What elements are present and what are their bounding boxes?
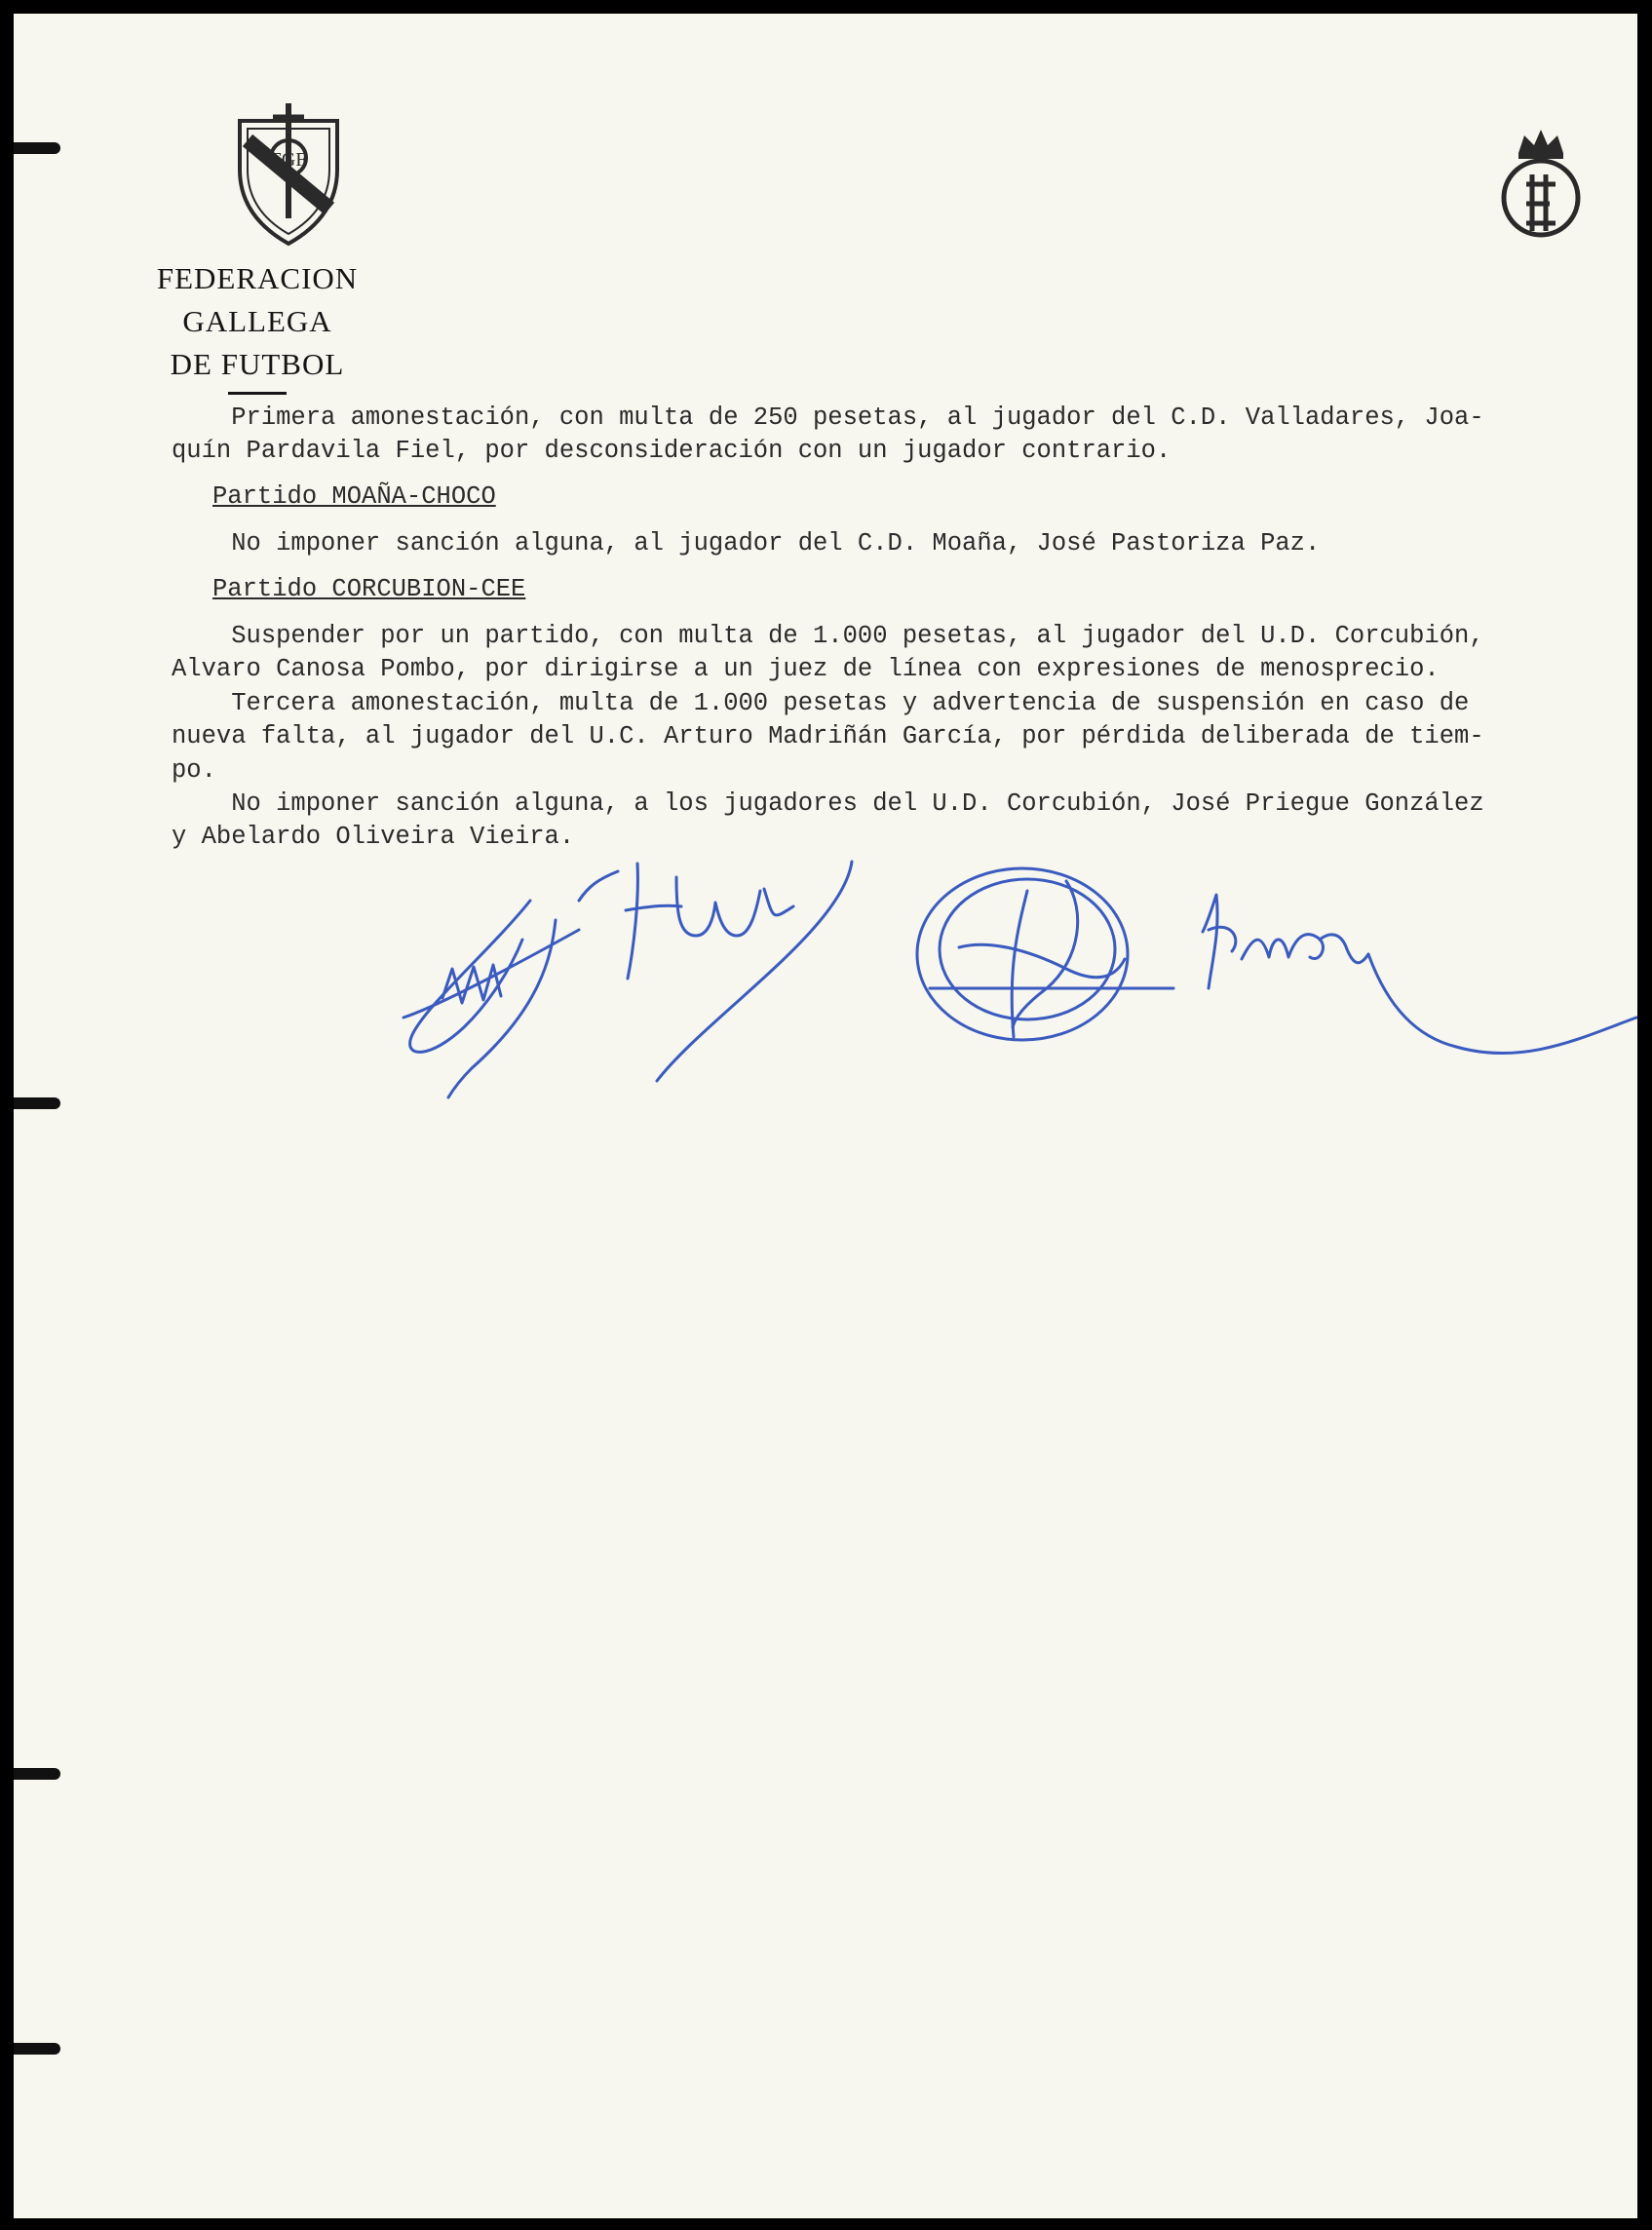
paragraph-line: quín Pardavila Fiel, por desconsideración con un jugador contrario. <box>172 437 1172 466</box>
paragraph-line: Alvaro Canosa Pombo, por dirigirse a un juez de línea con expresiones de menosprecio. <box>172 655 1440 684</box>
paragraph-line: No imponer sanción alguna, a los jugadores del U.D. Corcubión, José Priegue González <box>172 789 1484 819</box>
signature-4 <box>1203 895 1636 1054</box>
document-body <box>172 402 1594 855</box>
federacion-gallega-shield-icon <box>234 101 343 248</box>
letterhead-line-2: DE FUTBOL <box>170 347 345 381</box>
svg-text:FGF: FGF <box>270 149 307 171</box>
binder-hole <box>14 1097 60 1109</box>
paragraph-line: Suspender por un partido, con multa de 1.000 pesetas, al jugador del U.D. Corcubión, <box>172 622 1484 651</box>
paragraph-line: Tercera amonestación, multa de 1.000 pesetas y advertencia de suspensión en caso de <box>172 688 1470 717</box>
rfef-crown-crest-icon <box>1497 126 1585 241</box>
signature-2 <box>626 862 852 1081</box>
binder-hole <box>14 1768 60 1780</box>
paragraph-line: po. <box>172 755 216 785</box>
paragraph-line: y Abelardo Oliveira Vieira. <box>172 823 575 852</box>
section-heading-moana-choco: Partido MOAÑA-CHOCO <box>212 481 496 511</box>
paragraph-line: No imponer sanción alguna, al jugador del C.D. Moaña, José Pastoriza Paz. <box>172 529 1321 558</box>
paragraph-line: nueva falta, al jugador del U.C. Arturo Madriñán García, por pérdida deliberada de tiem- <box>172 722 1484 751</box>
binder-hole <box>14 142 60 154</box>
signature-3 <box>917 868 1173 1040</box>
letterhead <box>92 257 423 395</box>
signatures-area <box>384 842 1637 1173</box>
letterhead-line-1: FEDERACION GALLEGA <box>156 261 359 338</box>
section-heading-corcubion-cee: Partido CORCUBION-CEE <box>212 574 526 603</box>
document-page <box>14 14 1637 2218</box>
signature-1 <box>403 871 618 1097</box>
letterhead-rule <box>228 392 287 395</box>
binder-hole <box>14 2043 60 2055</box>
paragraph-line: Primera amonestación, con multa de 250 pesetas, al jugador del C.D. Valladares, Joa- <box>172 404 1484 432</box>
